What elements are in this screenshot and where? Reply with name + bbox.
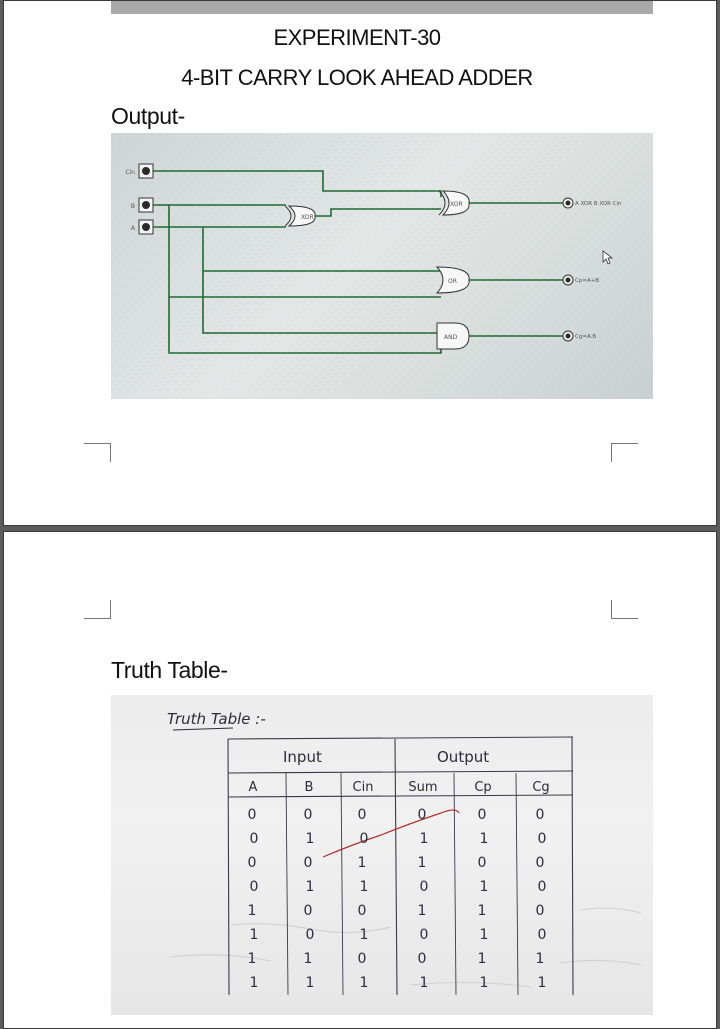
table-cell: 1 (419, 975, 429, 991)
or-gate-label: OR (448, 278, 457, 285)
column-header-cin: Cin (352, 780, 374, 795)
and-gate-label: AND (444, 334, 458, 341)
crop-mark-icon (611, 443, 638, 462)
table-cell: 0 (247, 807, 257, 823)
table-cell: 0 (537, 831, 547, 847)
table-cell: 1 (479, 927, 489, 943)
column-headers (249, 780, 550, 795)
crop-mark-icon (611, 600, 638, 619)
table-cell: 0 (303, 903, 313, 919)
table-cell: 1 (479, 975, 489, 991)
table-cell: 1 (537, 975, 547, 991)
column-header-cp: Cp (474, 780, 492, 795)
table-cell: 0 (417, 807, 427, 823)
and-gate (437, 323, 469, 349)
output-cg-label: Cg=A.B (575, 334, 597, 340)
table-cell: 1 (305, 975, 315, 991)
table-cell: 1 (305, 831, 315, 847)
output-sum-label: A XOR B XOR Cin (575, 201, 622, 207)
table-cell: 1 (303, 951, 313, 967)
table-cell: 1 (305, 879, 315, 895)
red-pen-mark (323, 810, 459, 857)
crop-mark-icon (84, 443, 111, 462)
truth-table-label: Truth Table- (111, 657, 228, 683)
table-cell: 0 (535, 903, 545, 919)
table-cell: 1 (535, 951, 545, 967)
table-cell: 0 (477, 807, 487, 823)
table-cell: 0 (417, 951, 427, 967)
table-cell: 0 (535, 807, 545, 823)
table-cell: 0 (359, 831, 369, 847)
table-cell: 0 (357, 807, 367, 823)
table-cell: 1 (359, 927, 369, 943)
table-cell: 0 (357, 951, 367, 967)
table-cell: 1 (249, 927, 259, 943)
table-grid (228, 737, 573, 995)
table-cell: 0 (303, 807, 313, 823)
table-cell: 0 (249, 879, 259, 895)
table-cell: 0 (303, 855, 313, 871)
output-label: Output- (111, 103, 185, 129)
table-cell: 1 (247, 903, 257, 919)
xor-gate-2-label: XOR (450, 201, 463, 208)
column-header-sum: Sum (408, 780, 438, 795)
document-page-2 (3, 531, 717, 1029)
table-cell: 0 (249, 831, 259, 847)
table-cell: 1 (357, 855, 367, 871)
handwritten-truth-table-photo (111, 695, 653, 1015)
table-cell: 0 (537, 879, 547, 895)
table-cell: 1 (477, 903, 487, 919)
input-cin-label: Cin (125, 169, 135, 176)
experiment-title: EXPERIMENT-30 (273, 25, 441, 50)
table-cell: 1 (417, 903, 427, 919)
xor-gate-1-label: XOR (301, 214, 314, 221)
column-header-cg: Cg (532, 780, 550, 795)
input-b-label: B (130, 203, 135, 210)
table-cell: 0 (477, 855, 487, 871)
table-cell: 1 (247, 951, 257, 967)
table-cell: 1 (417, 855, 427, 871)
table-cell: 1 (419, 831, 429, 847)
table-cell: 0 (537, 927, 547, 943)
table-cell: 0 (305, 927, 315, 943)
group-input: Input (283, 748, 322, 766)
table-cell: 0 (419, 927, 429, 943)
adder-title: 4-BIT CARRY LOOK AHEAD ADDER (181, 65, 533, 90)
group-output: Output (437, 748, 490, 766)
table-cell: 0 (535, 855, 545, 871)
input-a-label: A (130, 225, 135, 232)
output-cp-label: Cp=A+B (575, 278, 600, 284)
table-cell: 1 (479, 831, 489, 847)
table-cell: 0 (419, 879, 429, 895)
handwritten-truth-table (111, 695, 653, 1015)
circuit-screenshot (111, 133, 653, 399)
table-cell: 0 (247, 855, 257, 871)
table-cell: 1 (249, 975, 259, 991)
table-heading: Truth Table :- (167, 710, 266, 728)
column-header-b: B (304, 780, 314, 795)
previous-image-edge (111, 1, 653, 14)
crop-mark-icon (84, 600, 111, 619)
table-cell: 1 (359, 975, 369, 991)
column-header-a: A (248, 780, 258, 795)
table-cell: 1 (359, 879, 369, 895)
table-cell: 1 (477, 951, 487, 967)
table-cell: 0 (357, 903, 367, 919)
table-cell: 1 (479, 879, 489, 895)
document-page-1 (3, 0, 717, 526)
circuit-diagram (111, 133, 653, 399)
